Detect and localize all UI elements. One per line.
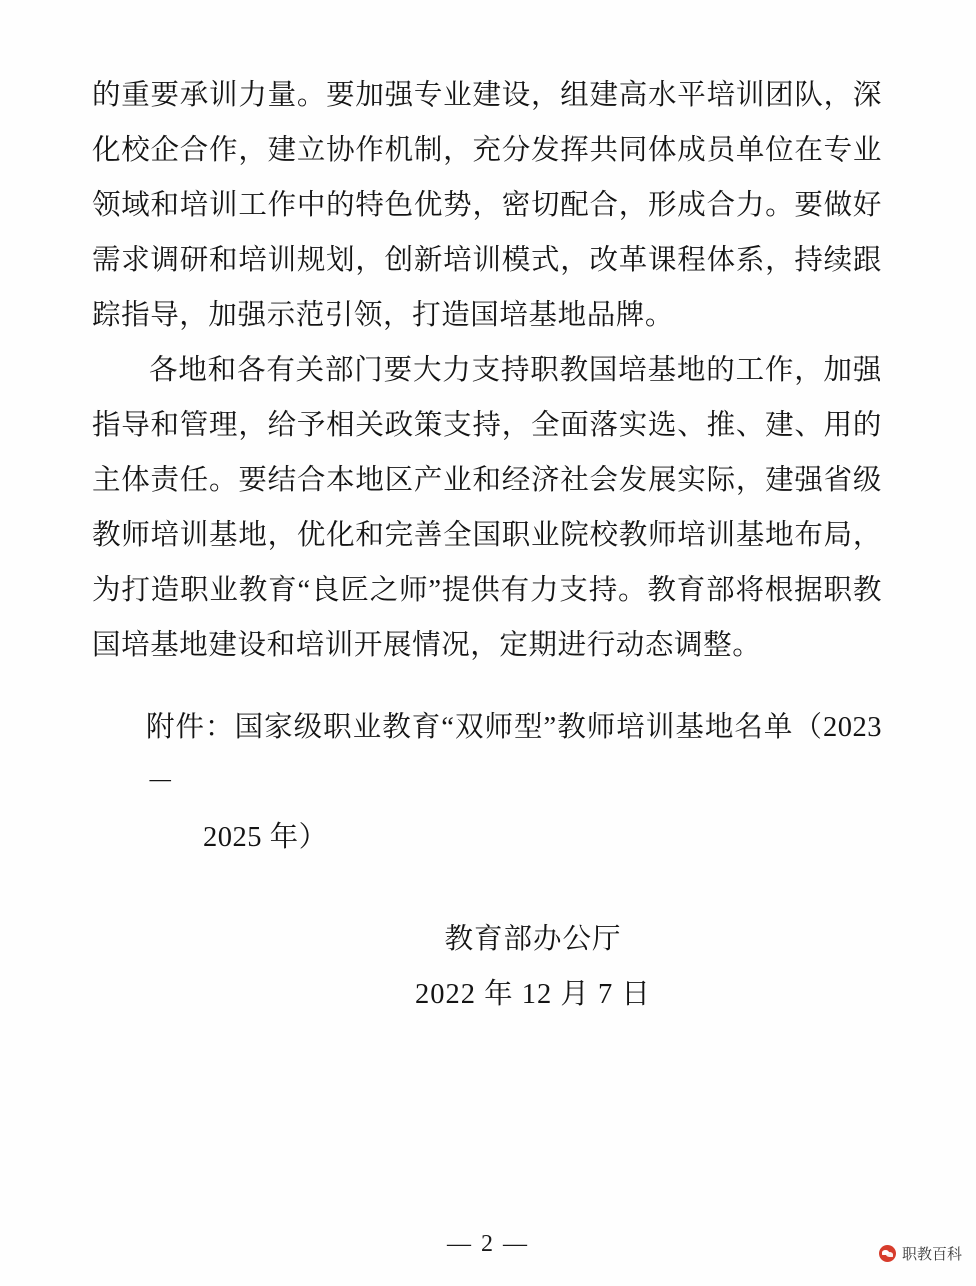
page-number: — 2 — xyxy=(447,1231,529,1257)
attachment-line-2: 2025 年） xyxy=(203,822,328,853)
wechat-logo-icon xyxy=(879,1245,896,1262)
attachment-block xyxy=(146,700,882,865)
document-body xyxy=(92,68,882,673)
watermark xyxy=(879,1243,962,1264)
signature-issuer: 教育部办公厅 xyxy=(444,924,622,955)
watermark-label: 职教百科 xyxy=(901,1246,962,1263)
paragraph-1: 的重要承训力量。要加强专业建设，组建高水平培训团队，深化校企合作，建立协作机制，充分发挥共同体成员单位在专业领域和培训工作中的特色优势，密切配合，形成合力。要做好需求调研和培训规划，创新培训模式，改革课程体系，持续跟踪指导，加强示范引领，打造国培基地品牌。 xyxy=(92,80,882,331)
signature-date: 2022 年 12 月 7 日 xyxy=(415,979,651,1010)
attachment-line-1: 附件：国家级职业教育“双师型”教师培训基地名单（2023－ xyxy=(146,712,882,798)
paragraph-2: 各地和各有关部门要大力支持职教国培基地的工作，加强指导和管理，给予相关政策支持，全面落实选、推、建、用的主体责任。要结合本地区产业和经济社会发展实际，建强省级教师培训基地，优化和完善全国职业院校教师培训基地布局，为打造职业教育“良匠之师”提供有力支持。教育部将根据职教国培基地建设和培训开展情况，定期进行动态调整。 xyxy=(92,355,882,661)
signature-block xyxy=(0,912,976,1022)
